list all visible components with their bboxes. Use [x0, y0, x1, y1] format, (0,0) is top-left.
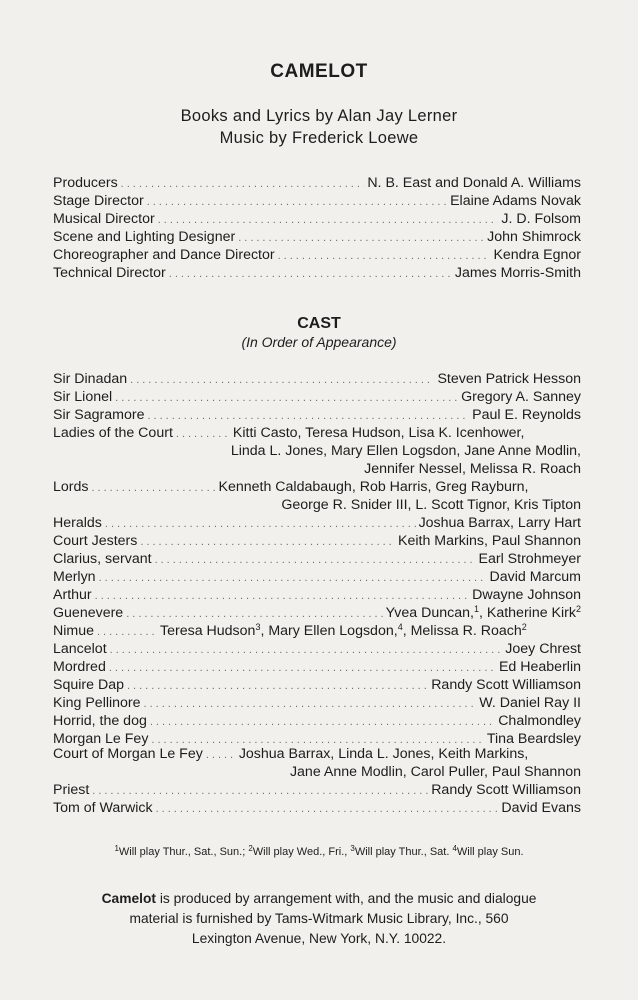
cast-role: Squire Dap	[53, 677, 124, 693]
staff-name: Elaine Adams Novak	[450, 193, 581, 209]
cast-row	[53, 568, 581, 586]
staff-role: Scene and Lighting Designer	[53, 229, 236, 245]
cast-name-continued: Linda L. Jones, Mary Ellen Logsdon, Jane Anne Modlin,	[230, 443, 581, 459]
staff-role: Musical Director	[53, 211, 155, 227]
cast-subheading: (In Order of Appearance)	[241, 334, 397, 350]
staff-role: Stage Director	[53, 193, 144, 209]
cast-name-continued: Jane Anne Modlin, Carol Puller, Paul Shannon	[289, 764, 581, 780]
cast-name: Yvea Duncan,$^1$, Katherine Kirk$^2$	[385, 604, 581, 621]
cast-name: David Marcum	[489, 569, 581, 585]
leader-dots	[150, 713, 495, 731]
leader-dots	[121, 175, 365, 193]
cast-name: Dwayne Johnson	[472, 587, 581, 603]
footnote-mark: 4	[452, 844, 457, 853]
page-title: CAMELOT	[270, 61, 368, 82]
staff-name: Kendra Egnor	[493, 247, 581, 263]
cast-row	[53, 676, 581, 694]
cast-name: Kenneth Caldabaugh, Rob Harris, Greg Rayburn,	[218, 479, 529, 495]
leader-dots	[158, 211, 499, 229]
footnote-text: Will play Sun.	[456, 846, 524, 858]
leader-dots	[126, 605, 382, 623]
cast-role: Morgan Le Fey	[53, 731, 149, 747]
cast-row	[53, 550, 581, 568]
cast-name: Keith Markins, Paul Shannon	[398, 533, 581, 549]
cast-row	[53, 622, 581, 640]
cast-role: Horrid, the dog	[53, 713, 147, 729]
staff-row	[53, 228, 581, 246]
leader-dots	[155, 551, 476, 569]
cast-name: Tina Beardsley	[486, 731, 581, 747]
staff-name: N. B. East and Donald A. Williams	[367, 175, 581, 191]
cast-name: Joey Chrest	[505, 641, 581, 657]
cast-role: King Pellinore	[53, 695, 141, 711]
cast-row	[53, 586, 581, 604]
cast-role: Sir Sagramore	[53, 407, 145, 423]
cast-name-continued: Jennifer Nessel, Melissa R. Roach	[364, 461, 581, 477]
cast-role: Arthur	[53, 587, 92, 603]
notice-line: material is furnished by Tams-Witmark Music Library, Inc., 560	[129, 911, 509, 926]
cast-row	[53, 712, 581, 730]
notice-line: Lexington Avenue, New York, N.Y. 10022.	[191, 931, 447, 946]
cast-role: Court Jesters	[53, 533, 138, 549]
leader-dots	[169, 265, 452, 283]
leader-dots	[109, 659, 496, 677]
staff-role: Technical Director	[53, 265, 166, 281]
leader-dots	[278, 247, 491, 265]
cast-row	[53, 694, 581, 712]
cast-role: Mordred	[53, 659, 106, 675]
cast-role: Guenevere	[53, 605, 124, 621]
cast-name: Paul E. Reynolds	[472, 407, 581, 423]
leader-dots	[92, 479, 216, 497]
cast-row	[53, 424, 581, 442]
cast-name: Ed Heaberlin	[498, 659, 581, 675]
cast-row	[53, 370, 581, 388]
cast-name: Chalmondley	[498, 713, 581, 729]
staff-role: Producers	[53, 175, 118, 191]
staff-name: John Shimrock	[487, 229, 581, 245]
cast-name: Steven Patrick Hesson	[437, 371, 581, 387]
credit-music: Music by Frederick Loewe	[219, 129, 419, 147]
footnotes	[0, 846, 638, 858]
cast-row	[53, 532, 581, 550]
leader-dots	[95, 587, 470, 605]
cast-row	[53, 514, 581, 532]
footnote-mark: 3	[350, 844, 355, 853]
cast-name: W. Daniel Ray II	[479, 695, 581, 711]
cast-role: Tom of Warwick	[53, 800, 153, 816]
cast-role: Nimue	[53, 623, 94, 639]
cast-name: Randy Scott Williamson	[431, 782, 581, 798]
cast-row	[53, 658, 581, 676]
leader-dots	[110, 641, 503, 659]
cast-row	[53, 799, 581, 817]
cast-row	[53, 604, 581, 622]
cast-row	[53, 781, 581, 799]
cast-name: Earl Strohmeyer	[478, 551, 581, 567]
rights-notice	[0, 889, 638, 949]
staff-row	[53, 192, 581, 210]
cast-role: Ladies of the Court	[53, 425, 173, 441]
cast-role: Sir Lionel	[53, 389, 113, 405]
cast-role: Priest	[53, 782, 90, 798]
cast-role: Sir Dinadan	[53, 371, 128, 387]
cast-name: Kitti Casto, Teresa Hudson, Lisa K. Icenhower,	[232, 425, 525, 441]
cast-role: Clarius, servant	[53, 551, 152, 567]
leader-dots	[238, 229, 484, 247]
cast-name: Joshua Barrax, Linda L. Jones, Keith Markins,	[238, 746, 529, 762]
staff-name: J. D. Folsom	[501, 211, 581, 227]
cast-row	[53, 640, 581, 658]
cast-row	[53, 406, 581, 424]
cast-role: Court of Morgan Le Fey	[53, 746, 203, 762]
cast-role: Lancelot	[53, 641, 107, 657]
cast-role: Merlyn	[53, 569, 96, 585]
staff-row	[53, 174, 581, 192]
cast-name-continued: George R. Snider III, L. Scott Tignor, Kris Tipton	[281, 497, 581, 513]
staff-role: Choreographer and Dance Director	[53, 247, 275, 263]
leader-dots	[144, 695, 477, 713]
leader-dots	[105, 515, 416, 533]
leader-dots	[147, 193, 447, 211]
cast-name: Randy Scott Williamson	[431, 677, 581, 693]
footnote-text: Will play Thur., Sat., Sun.;	[118, 846, 246, 858]
staff-name: James Morris-Smith	[454, 265, 581, 281]
leader-dots	[99, 569, 487, 587]
cast-role: Heralds	[53, 515, 102, 531]
cast-role: Lords	[53, 479, 89, 495]
leader-dots	[115, 389, 458, 407]
leader-dots	[127, 677, 428, 695]
cast-row	[53, 478, 581, 496]
credit-lyrics: Books and Lyrics by Alan Jay Lerner	[180, 107, 458, 125]
leader-dots	[130, 371, 434, 389]
notice-show-title: Camelot	[101, 891, 156, 906]
staff-row	[53, 210, 581, 228]
cast-heading: CAST	[297, 315, 341, 332]
cast-name: Joshua Barrax, Larry Hart	[418, 515, 581, 531]
leader-dots	[156, 800, 499, 818]
cast-name: David Evans	[501, 800, 581, 816]
leader-dots	[176, 425, 230, 443]
leader-dots	[147, 407, 469, 425]
cast-row	[53, 745, 581, 763]
cast-name: Gregory A. Sanney	[461, 389, 581, 405]
footnote-text: Will play Wed., Fri.,	[252, 846, 348, 858]
staff-row	[53, 246, 581, 264]
footnote-mark: 1	[114, 844, 119, 853]
footnote-mark: 2	[248, 844, 253, 853]
leader-dots	[206, 746, 236, 764]
cast-row	[53, 388, 581, 406]
footnote-text: Will play Thur., Sat.	[354, 846, 450, 858]
leader-dots	[92, 782, 428, 800]
leader-dots	[140, 533, 395, 551]
leader-dots	[97, 623, 157, 641]
cast-name: Teresa Hudson$^3$, Mary Ellen Logsdon,$^4$, Melissa R. Roach$^2$	[160, 622, 527, 639]
staff-row	[53, 264, 581, 282]
notice-line: Camelot is produced by arrangement with, and the music and dialogue	[101, 891, 537, 906]
